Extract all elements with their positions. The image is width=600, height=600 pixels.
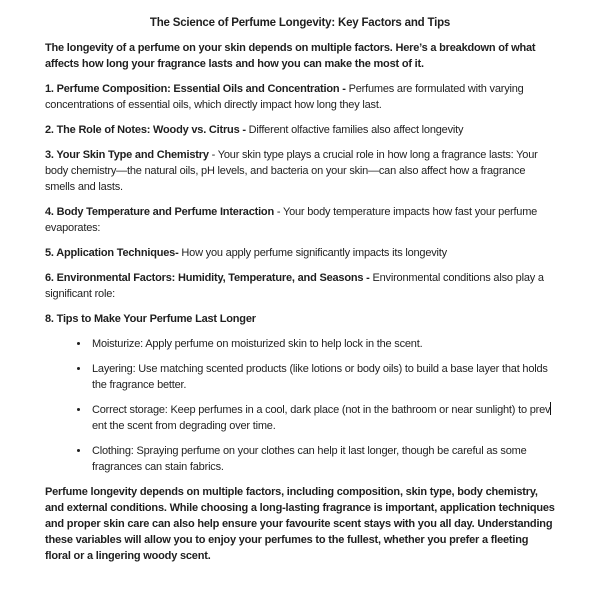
tip-item-clothing[interactable]: • Clothing: Spraying perfume on your clothes can help it last longer, though be careful as some fragrances can stain fabrics. — [90, 443, 555, 475]
section-paragraph-4[interactable] — [45, 204, 555, 236]
tips-list — [45, 336, 555, 475]
section-body-4: - Your body temperature impacts how fast your perfume evaporates: — [45, 206, 538, 234]
conclusion-paragraph[interactable]: Perfume longevity depends on multiple factors, including composition, skin type, body chemistry, and external conditions. While choosing a long-lasting fragrance is important, application techniques and proper skin care can also help ensure your favourite scent stays with you all day. Understanding these variables will allow you to enjoy your perfumes to the fullest, whether you prefer a fleeting floral or a lingering woody scent. — [45, 486, 555, 562]
section-heading-5: 5. Application Techniques- — [45, 247, 179, 259]
section-paragraph-6[interactable] — [45, 270, 555, 302]
section-paragraph-3[interactable] — [45, 147, 555, 195]
tip-item-moisturize[interactable]: • Moisturize: Apply perfume on moisturized skin to help lock in the scent. — [90, 336, 555, 352]
section-heading-6: 6. Environmental Factors: Humidity, Temperature, and Seasons - — [45, 272, 370, 284]
tips-heading[interactable]: 8. Tips to Make Your Perfume Last Longer — [45, 313, 256, 325]
section-body-6: Environmental conditions also play a significant role: — [45, 272, 544, 300]
tip-item-storage[interactable] — [90, 402, 555, 434]
section-paragraph-5[interactable] — [45, 245, 555, 261]
section-heading-4: 4. Body Temperature and Perfume Interaction — [45, 206, 274, 218]
tip-storage-before-caret: Correct storage: Keep perfumes in a cool, dark place (not in the bathroom or near sunlight) to prev — [92, 404, 551, 416]
tip-item-layering[interactable]: • Layering: Use matching scented products (like lotions or body oils) to build a base layer that holds the fragrance better. — [90, 361, 555, 393]
section-body-1: Perfumes are formulated with varying concentrations of essential oils, which directly impact how long they last. — [45, 83, 524, 111]
section-paragraph-1[interactable] — [45, 81, 555, 113]
section-heading-3: 3. Your Skin Type and Chemistry — [45, 149, 209, 161]
section-paragraph-2[interactable] — [45, 122, 555, 138]
document-title[interactable]: The Science of Perfume Longevity: Key Factors and Tips — [149, 17, 451, 29]
section-body-5: How you apply perfume significantly impacts its longevity — [178, 247, 447, 259]
section-heading-2: 2. The Role of Notes: Woody vs. Citrus - — [45, 124, 246, 136]
tip-storage-after-caret: ent the scent from degrading over time. — [92, 420, 276, 432]
text-cursor-caret — [550, 402, 552, 415]
section-body-3: - Your skin type plays a crucial role in how long a fragrance lasts: Your body chemistry—the natural oils, pH levels, and bacteria on your skin—can also affect how a fragrance smells and lasts. — [45, 149, 538, 193]
intro-paragraph[interactable]: The longevity of a perfume on your skin depends on multiple factors. Here’s a breakdown of what affects how long your fragrance lasts and how you can make the most of it. — [45, 42, 536, 70]
section-body-2: Different olfactive families also affect longevity — [245, 124, 464, 136]
section-heading-1: 1. Perfume Composition: Essential Oils and Concentration - — [45, 83, 346, 95]
